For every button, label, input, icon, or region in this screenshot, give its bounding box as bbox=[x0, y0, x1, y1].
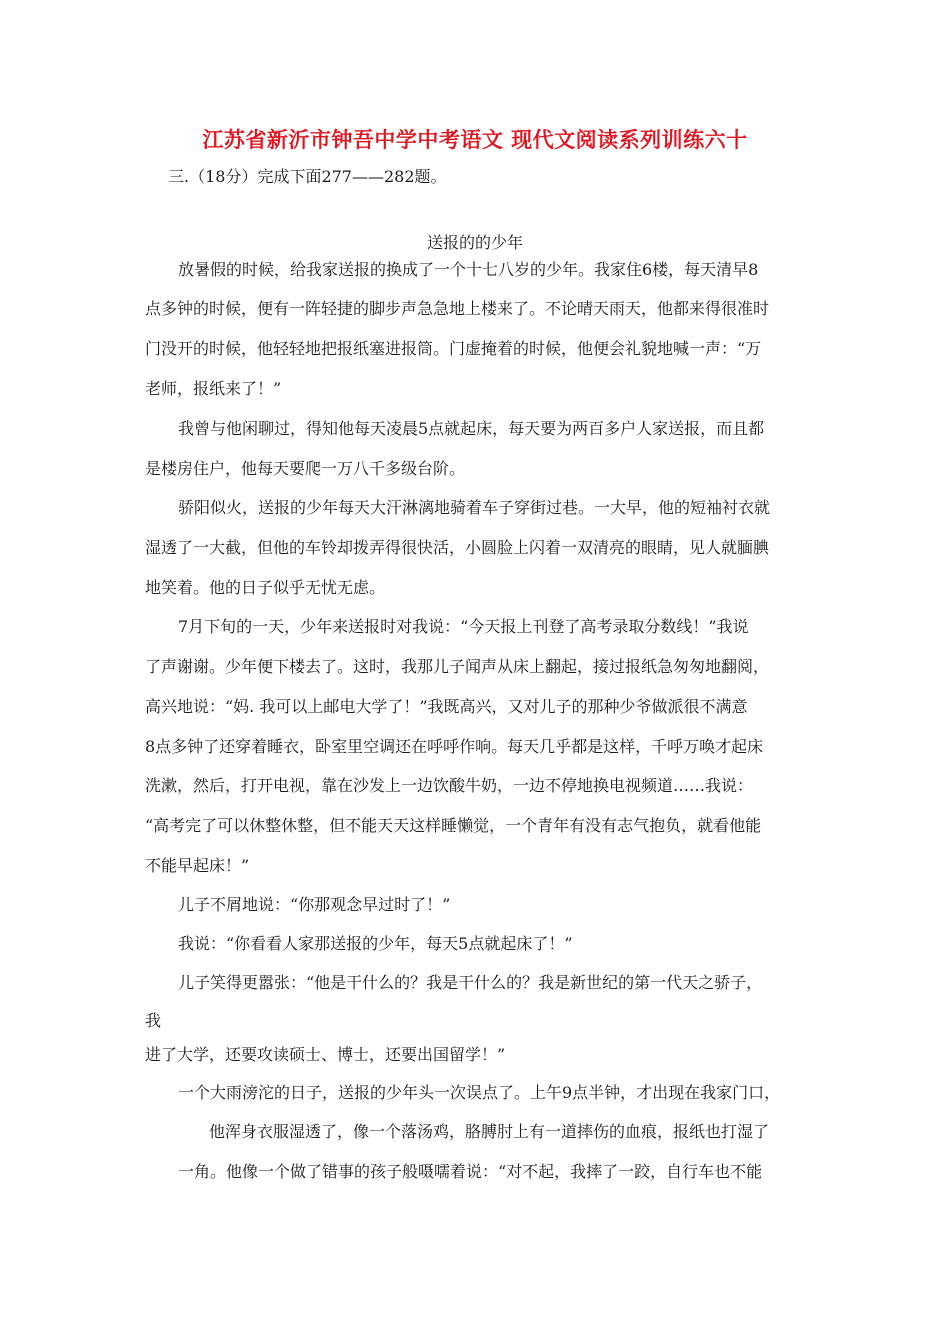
paragraph-line: 儿子笑得更嚣张：“他是干什么的？我是干什么的？我是新世纪的第一代天之骄子， bbox=[178, 973, 763, 992]
paragraph-line: “高考完了可以休整休整，但不能天天这样睡懒觉，一个青年有没有志气抱负，就看他能 bbox=[145, 816, 762, 835]
paragraph-line: 我说：“你看看人家那送报的少年，每天5点就起床了！” bbox=[178, 934, 573, 953]
paragraph-line: 点多钟的时候，便有一阵轻捷的脚步声急急地上楼来了。不论晴天雨天，他都来得很准时 bbox=[145, 299, 770, 318]
paragraph-line: 洗漱，然后，打开电视，靠在沙发上一边饮酸牛奶，一边不停地换电视频道……我说： bbox=[145, 776, 754, 795]
question-instruction: 三.（18分）完成下面277——282题。 bbox=[168, 167, 447, 186]
paragraph-line: 湿透了一大截，但他的车铃却拨弄得很快活，小圆脸上闪着一双清亮的眼睛，见人就腼腆 bbox=[145, 538, 770, 557]
paragraph-line: 高兴地说：“妈. 我可以上邮电大学了！”我既高兴，又对儿子的那种少爷做派很不满意 bbox=[145, 697, 748, 716]
paragraph-line: 7月下旬的一天，少年来送报时对我说：“今天报上刊登了高考录取分数线！”我说 bbox=[178, 617, 749, 636]
paragraph-line: 儿子不屑地说：“你那观念早过时了！” bbox=[178, 895, 451, 914]
paragraph-line: 放暑假的时候，给我家送报的换成了一个十七八岁的少年。我家住6楼，每天清早8 bbox=[178, 260, 759, 279]
paragraph-line: 不能早起床！” bbox=[145, 856, 250, 875]
article-title: 送报的的少年 bbox=[426, 233, 523, 252]
paragraph-line: 8点多钟了还穿着睡衣，卧室里空调还在呼呼作响。每天几乎都是这样，千呼万唤才起床 bbox=[145, 737, 764, 756]
paragraph-line: 门没开的时候，他轻轻地把报纸塞进报筒。门虚掩着的时候，他便会礼貌地喊一声：“万 bbox=[145, 339, 762, 358]
paragraph-line: 老师，报纸来了！” bbox=[145, 379, 282, 398]
paragraph-line: 地笑着。他的日子似乎无忧无虑。 bbox=[145, 578, 386, 597]
paragraph-line: 我 bbox=[145, 1011, 162, 1030]
paragraph-line: 他浑身衣服湿透了，像一个落汤鸡，胳膊肘上有一道摔伤的血痕，报纸也打湿了 bbox=[209, 1122, 770, 1141]
paragraph-line: 我曾与他闲聊过，得知他每天凌晨5点就起床，每天要为两百多户人家送报，而且都 bbox=[178, 419, 765, 438]
document-title: 江苏省新沂市钟吾中学中考语文 现代文阅读系列训练六十 bbox=[202, 127, 748, 152]
paragraph-line: 骄阳似火，送报的少年每天大汗淋漓地骑着车子穿街过巷。一大早，他的短袖衬衣就 bbox=[178, 498, 771, 517]
paragraph-line: 一角。他像一个做了错事的孩子般嗫嚅着说：“对不起，我摔了一跤，自行车也不能 bbox=[178, 1162, 763, 1181]
paragraph-line: 进了大学，还要攻读硕士、博士，还要出国留学！” bbox=[145, 1045, 506, 1064]
paragraph-line: 了声谢谢。少年便下楼去了。这时，我那儿子闻声从床上翻起，接过报纸急匆匆地翻阅， bbox=[145, 657, 770, 676]
paragraph-line: 一个大雨滂沱的日子，送报的少年头一次误点了。上午9点半钟，才出现在我家门口， bbox=[178, 1083, 781, 1102]
paragraph-line: 是楼房住户，他每天要爬一万八千多级台阶。 bbox=[145, 459, 466, 478]
